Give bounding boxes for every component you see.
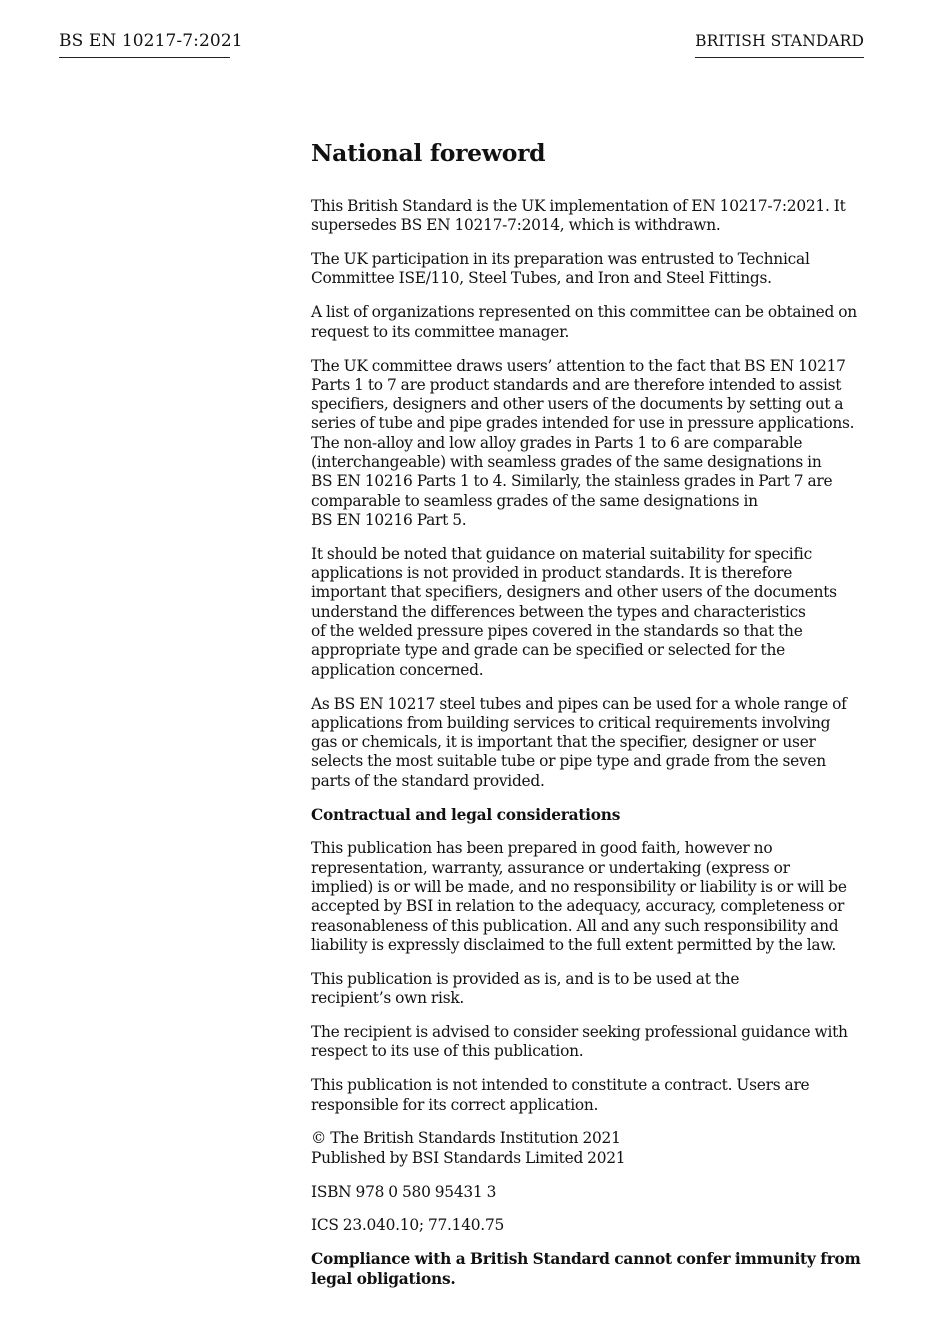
paragraph xyxy=(311,545,871,680)
paragraph-line: appropriate type and grade can be specified or selected for the xyxy=(311,641,785,660)
standard-label: BRITISH STANDARD xyxy=(695,30,864,58)
paragraph-line: BS EN 10216 Part 5. xyxy=(311,510,467,529)
paragraph-line: reasonableness of this publication. All and any such responsibility and xyxy=(311,916,839,935)
paragraph-line: Published by BSI Standards Limited 2021 xyxy=(311,1148,626,1167)
paragraph xyxy=(311,1023,871,1062)
paragraph-line: Compliance with a British Standard cannot confer immunity from xyxy=(311,1250,861,1269)
paragraph-line: important that specifiers, designers and other users of the documents xyxy=(311,583,837,602)
paragraph-line: selects the most suitable tube or pipe type and grade from the seven xyxy=(311,752,826,771)
paragraph xyxy=(311,1216,871,1235)
paragraph-line: implied) is or will be made, and no responsibility or liability is or will be xyxy=(311,878,847,897)
paragraph xyxy=(311,839,871,955)
paragraph-line: series of tube and pipe grades intended for use in pressure applications. xyxy=(311,414,855,433)
paragraph-line: This British Standard is the UK implementation of EN 10217-7:2021. It xyxy=(311,197,846,215)
paragraph-line: This publication is not intended to constitute a contract. Users are xyxy=(311,1076,810,1095)
paragraph-line: comparable to seamless grades of the same designations in xyxy=(311,491,758,510)
paragraph-line: A list of organizations represented on this committee can be obtained on xyxy=(311,303,857,322)
paragraph-line: BS EN 10216 Parts 1 to 4. Similarly, the stainless grades in Part 7 are xyxy=(311,472,833,491)
paragraph-line: Contractual and legal considerations xyxy=(311,805,621,824)
foreword-body xyxy=(311,136,871,1304)
paragraph-line: This publication is provided as is, and is to be used at the xyxy=(311,969,740,988)
bold-paragraph xyxy=(311,1250,871,1289)
paragraph-line: applications is not provided in product standards. It is therefore xyxy=(311,564,793,583)
paragraph-line: application concerned. xyxy=(311,660,484,679)
paragraph-line: representation, warranty, assurance or undertaking (express or xyxy=(311,858,790,877)
paragraph-line: Committee ISE/110, Steel Tubes, and Iron and Steel Fittings. xyxy=(311,269,772,288)
paragraph-line: liability is expressly disclaimed to the full extent permitted by the law. xyxy=(311,935,837,954)
paragraph-line: Parts 1 to 7 are product standards and are therefore intended to assist xyxy=(311,375,842,394)
paragraph xyxy=(311,303,871,342)
paragraph-line: © The British Standards Institution 2021 xyxy=(311,1129,621,1148)
paragraph-line: respect to its use of this publication. xyxy=(311,1042,584,1061)
page-title: National foreword xyxy=(311,139,546,167)
paragraph-line: responsible for its correct application. xyxy=(311,1095,599,1114)
paragraph xyxy=(311,1076,871,1115)
paragraph-line: legal obligations. xyxy=(311,1269,456,1288)
paragraph xyxy=(311,1129,871,1168)
paragraph-line: The non-alloy and low alloy grades in Parts 1 to 6 are comparable xyxy=(311,433,803,452)
paragraph-line: specifiers, designers and other users of the documents by setting out a xyxy=(311,395,844,414)
bold-paragraph xyxy=(311,806,871,825)
paragraph-line: understand the differences between the types and characteristics xyxy=(311,602,806,621)
paragraph-line: ICS 23.040.10; 77.140.75 xyxy=(311,1216,505,1235)
paragraph-line: The UK participation in its preparation was entrusted to Technical xyxy=(311,250,810,269)
paragraph-line: (interchangeable) with seamless grades of the same designations in xyxy=(311,453,822,472)
paragraph-line: request to its committee manager. xyxy=(311,322,570,341)
paragraph xyxy=(311,1183,871,1202)
paragraph xyxy=(311,357,871,531)
paragraph xyxy=(311,970,871,1009)
paragraph-line: The recipient is advised to consider seeking professional guidance with xyxy=(311,1023,848,1042)
paragraph xyxy=(311,250,871,289)
paragraph xyxy=(311,197,871,236)
paragraph-line: applications from building services to critical requirements involving xyxy=(311,713,831,732)
paragraph-line: gas or chemicals, it is important that the specifier, designer or user xyxy=(311,733,816,752)
paragraph-line: supersedes BS EN 10217-7:2014, which is withdrawn. xyxy=(311,216,721,235)
paragraph-line: recipient’s own risk. xyxy=(311,989,465,1008)
paragraph-line: It should be noted that guidance on material suitability for specific xyxy=(311,544,812,563)
paragraph-line: of the welded pressure pipes covered in the standards so that the xyxy=(311,622,803,641)
paragraph-line: accepted by BSI in relation to the adequacy, accuracy, completeness or xyxy=(311,897,845,916)
paragraph-list xyxy=(311,197,871,1289)
paragraph-line: ISBN 978 0 580 95431 3 xyxy=(311,1182,497,1201)
paragraph-line: The UK committee draws users’ attention to the fact that BS EN 10217 xyxy=(311,356,846,375)
paragraph xyxy=(311,695,871,791)
paragraph-line: parts of the standard provided. xyxy=(311,771,545,790)
paragraph-line: As BS EN 10217 steel tubes and pipes can be used for a whole range of xyxy=(311,694,847,713)
paragraph-line: This publication has been prepared in good faith, however no xyxy=(311,839,773,858)
document-id: BS EN 10217-7:2021 xyxy=(59,30,230,58)
